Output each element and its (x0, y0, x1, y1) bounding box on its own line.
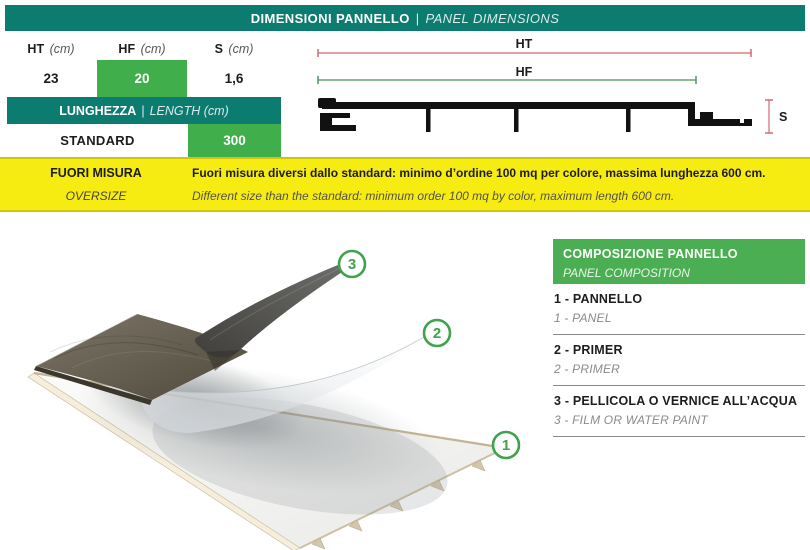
dims-value-ht: 23 (43, 71, 59, 86)
dims-value-hf: 20 (97, 60, 187, 97)
panel-profile-drawing (300, 34, 810, 156)
callout-3-number: 3 (347, 256, 357, 273)
composition-header (553, 239, 805, 284)
dims-header-s-unit: (cm) (228, 42, 254, 56)
paint-film (195, 260, 354, 371)
header-title-en: PANEL DIMENSIONS (425, 10, 560, 26)
oversize-label-it: FUORI MISURA (50, 165, 142, 180)
header-separator: | (415, 10, 420, 26)
item-label-it: 2 - PRIMER (554, 343, 623, 357)
dims-header-hf-label: HF (118, 42, 136, 56)
length-standard-row (7, 124, 281, 157)
callout-1-number: 1 (501, 437, 511, 454)
callout-1 (493, 432, 519, 458)
length-title-it: LUNGHEZZA (59, 103, 137, 118)
panel-profile-shape (318, 98, 752, 132)
oversize-label-en: OVERSIZE (65, 188, 127, 203)
standard-value: 300 (188, 124, 281, 157)
dims-value-s: 1,6 (224, 71, 244, 86)
dim-line-ht (318, 49, 751, 57)
callout-2 (424, 320, 450, 346)
oversize-text-en: Different size than the standard: minimum order 100 mq by color, maximum length 600 cm. (192, 188, 675, 203)
dim-label-hf: HF (515, 65, 533, 79)
oversize-text-block (192, 162, 810, 206)
header-title-it: DIMENSIONI PANNELLO (250, 10, 410, 26)
composition-item-primer (553, 335, 805, 386)
dims-header-ht-label: HT (27, 42, 45, 56)
item-label-it: 3 - PELLICOLA O VERNICE ALL’ACQUA (554, 394, 798, 408)
panel-dimensions-header (5, 5, 805, 31)
item-label-en: 3 - FILM OR WATER PAINT (554, 413, 708, 427)
profile-notch (740, 119, 744, 123)
composition-item-film (553, 386, 805, 437)
length-title-en: LENGTH (cm) (149, 103, 229, 118)
dims-header-s-label: S (214, 42, 223, 56)
dims-header-ht (5, 38, 97, 60)
oversize-text-it: Fuori misura diversi dallo standard: minimo d’ordine 100 mq per colore, massima lunghezza 600 cm. (192, 166, 766, 181)
length-separator: | (141, 103, 145, 118)
panel-layers-illustration (0, 228, 560, 550)
item-label-it: 1 - PANNELLO (554, 292, 643, 306)
dim-label-ht: HT (515, 37, 533, 51)
oversize-label-block (0, 162, 192, 207)
dims-header-ht-unit: (cm) (49, 42, 75, 56)
dims-table-header-row (5, 38, 281, 60)
dim-label-s: S (779, 110, 788, 124)
dim-line-s (765, 100, 773, 133)
callout-3 (339, 251, 365, 277)
dim-line-hf (318, 76, 696, 84)
standard-label: STANDARD (60, 133, 135, 148)
dims-header-hf (97, 38, 187, 60)
composition-title-en: PANEL COMPOSITION (563, 265, 690, 280)
item-label-en: 2 - PRIMER (554, 362, 621, 376)
dims-table-value-row (5, 60, 281, 97)
callout-2-number: 2 (432, 325, 442, 342)
dims-header-s (187, 38, 281, 60)
composition-item-panel (553, 284, 805, 335)
composition-title-it: COMPOSIZIONE PANNELLO (563, 247, 738, 261)
length-header-bar (7, 97, 281, 124)
oversize-note-bar (0, 157, 810, 212)
item-label-en: 1 - PANEL (554, 311, 612, 325)
composition-list (553, 284, 805, 437)
dims-header-hf-unit: (cm) (140, 42, 166, 56)
